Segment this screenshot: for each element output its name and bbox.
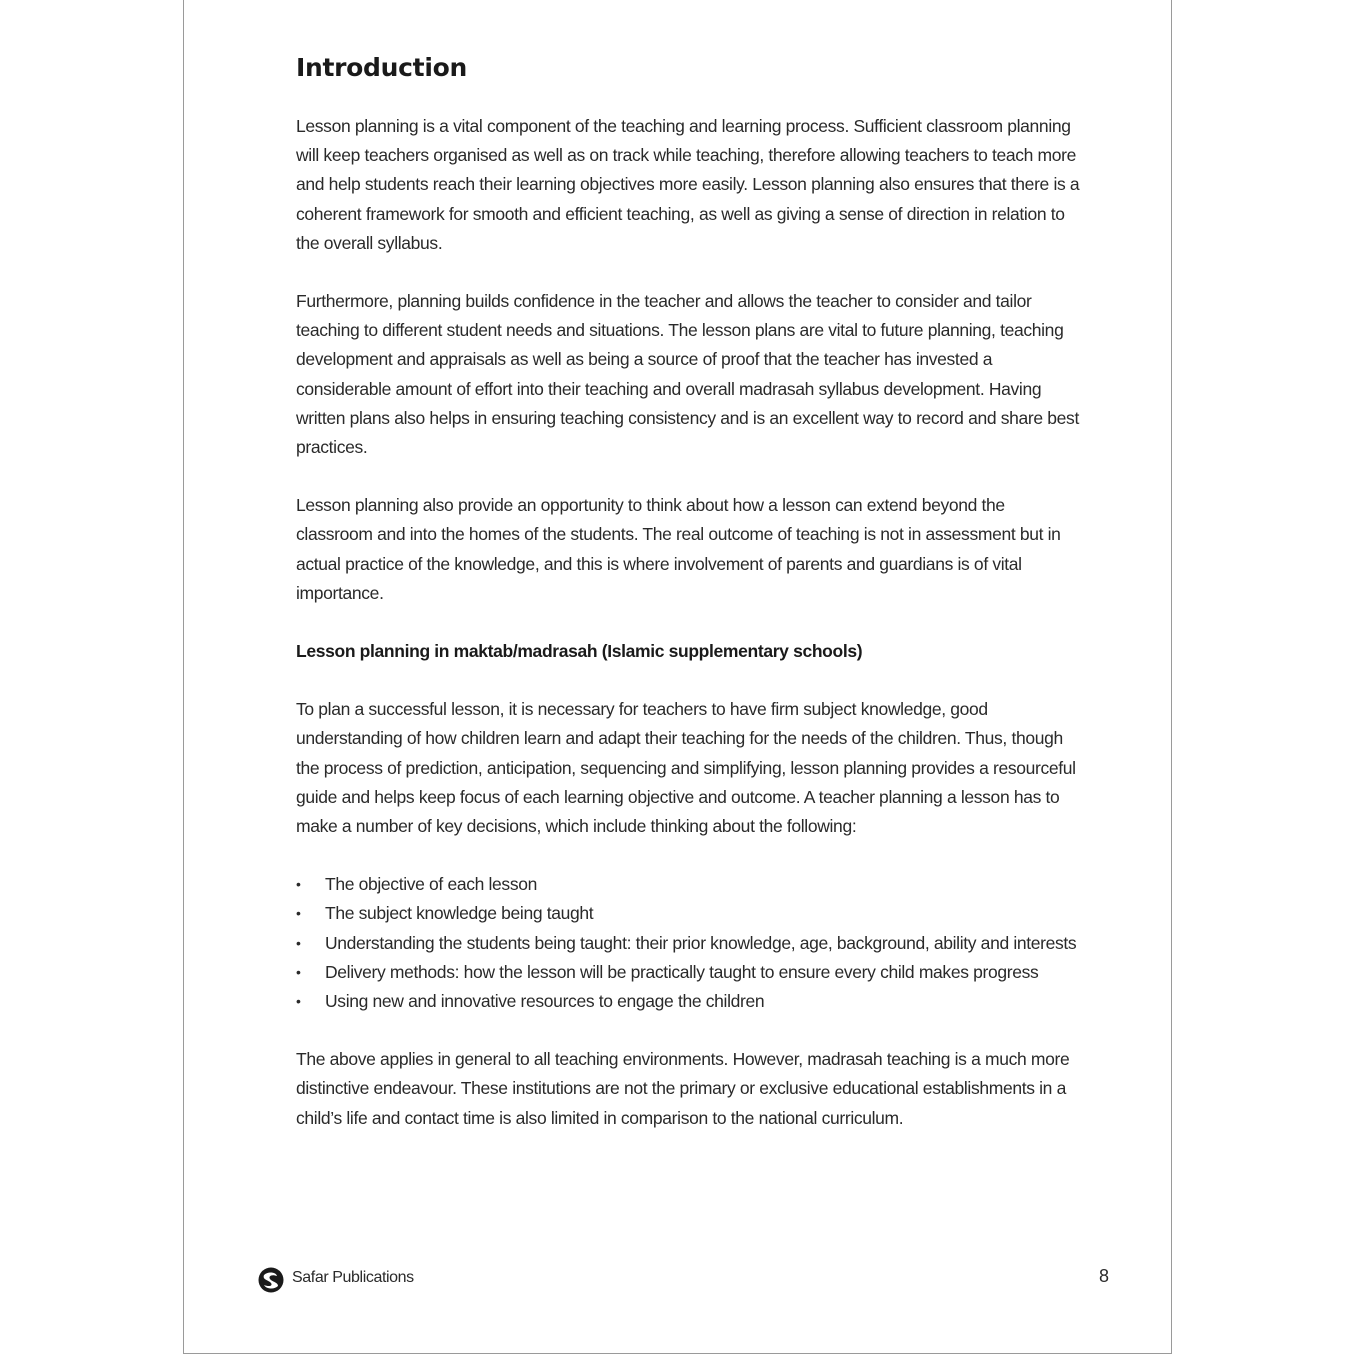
bullet-icon: • xyxy=(296,876,301,893)
page-number: 8 xyxy=(1098,1266,1109,1286)
list-item-text: The subject knowledge being taught xyxy=(325,903,594,924)
safar-logo-icon xyxy=(258,1267,284,1293)
closing-paragraph: The above applies in general to all teaching environments. However, madrasah teaching is a much more distinctive endeavour. These institutions are not the primary or exclusive educational establishments in a child’s life and contact time is also limited in comparison to the national curriculum. xyxy=(296,1049,1070,1128)
list-item xyxy=(296,870,1081,899)
section-heading: Lesson planning in maktab/madrasah (Islamic supplementary schools) xyxy=(296,641,863,662)
list-item xyxy=(296,899,1081,928)
bullet-icon: • xyxy=(296,905,301,922)
page-footer xyxy=(258,1265,1109,1297)
section-paragraph: To plan a successful lesson, it is necessary for teachers to have firm subject knowledge, good understanding of how children learn and adapt their teaching for the needs of the children. Thus, though the process of prediction, anticipation, sequencing and simplifying, lesson planning provides a resourceful guide and helps keep focus of each learning objective and outcome. A teacher planning a lesson has to make a number of key decisions, which include thinking about the following: xyxy=(296,699,1076,837)
intro-paragraph-1: Lesson planning is a vital component of the teaching and learning process. Sufficient classroom planning will keep teachers organised as well as on track while teaching, therefore allowing teachers to teach more and help students reach their learning objectives more easily. Lesson planning also ensures that there is a coherent framework for smooth and efficient teaching, as well as giving a sense of direction in relation to the overall syllabus. xyxy=(296,116,1080,253)
list-item xyxy=(296,929,1081,958)
document-page xyxy=(183,0,1172,1354)
page-content xyxy=(296,51,1081,1133)
intro-paragraph-3: Lesson planning also provide an opportunity to think about how a lesson can extend beyond the classroom and into the homes of the students. The real outcome of teaching is not in assessment but in actual practice of the knowledge, and this is where involvement of parents and guardians is of vital importance. xyxy=(296,495,1061,603)
list-item-text: Using new and innovative resources to engage the children xyxy=(325,991,765,1012)
publisher-name: Safar Publications xyxy=(292,1269,414,1286)
list-item-text: Delivery methods: how the lesson will be practically taught to ensure every child makes progress xyxy=(325,961,1039,982)
list-item xyxy=(296,958,1081,987)
intro-paragraph-2: Furthermore, planning builds confidence in the teacher and allows the teacher to consider and tailor teaching to different student needs and situations. The lesson plans are vital to future planning, teaching development and appraisals as well as being a source of proof that the teacher has invested a considerable amount of effort into their teaching and overall madrasah syllabus development. Having written plans also helps in ensuring teaching consistency and is an excellent way to record and share best practices. xyxy=(296,291,1079,458)
list-item-text: The objective of each lesson xyxy=(325,874,538,895)
bullet-icon: • xyxy=(296,963,301,980)
list-item xyxy=(296,987,1081,1016)
considerations-list xyxy=(296,870,1081,1016)
page-title: Introduction xyxy=(296,53,467,82)
list-item-text: Understanding the students being taught: their prior knowledge, age, background, ability and interests xyxy=(325,932,1077,953)
bullet-icon: • xyxy=(296,993,301,1010)
bullet-icon: • xyxy=(296,934,301,951)
